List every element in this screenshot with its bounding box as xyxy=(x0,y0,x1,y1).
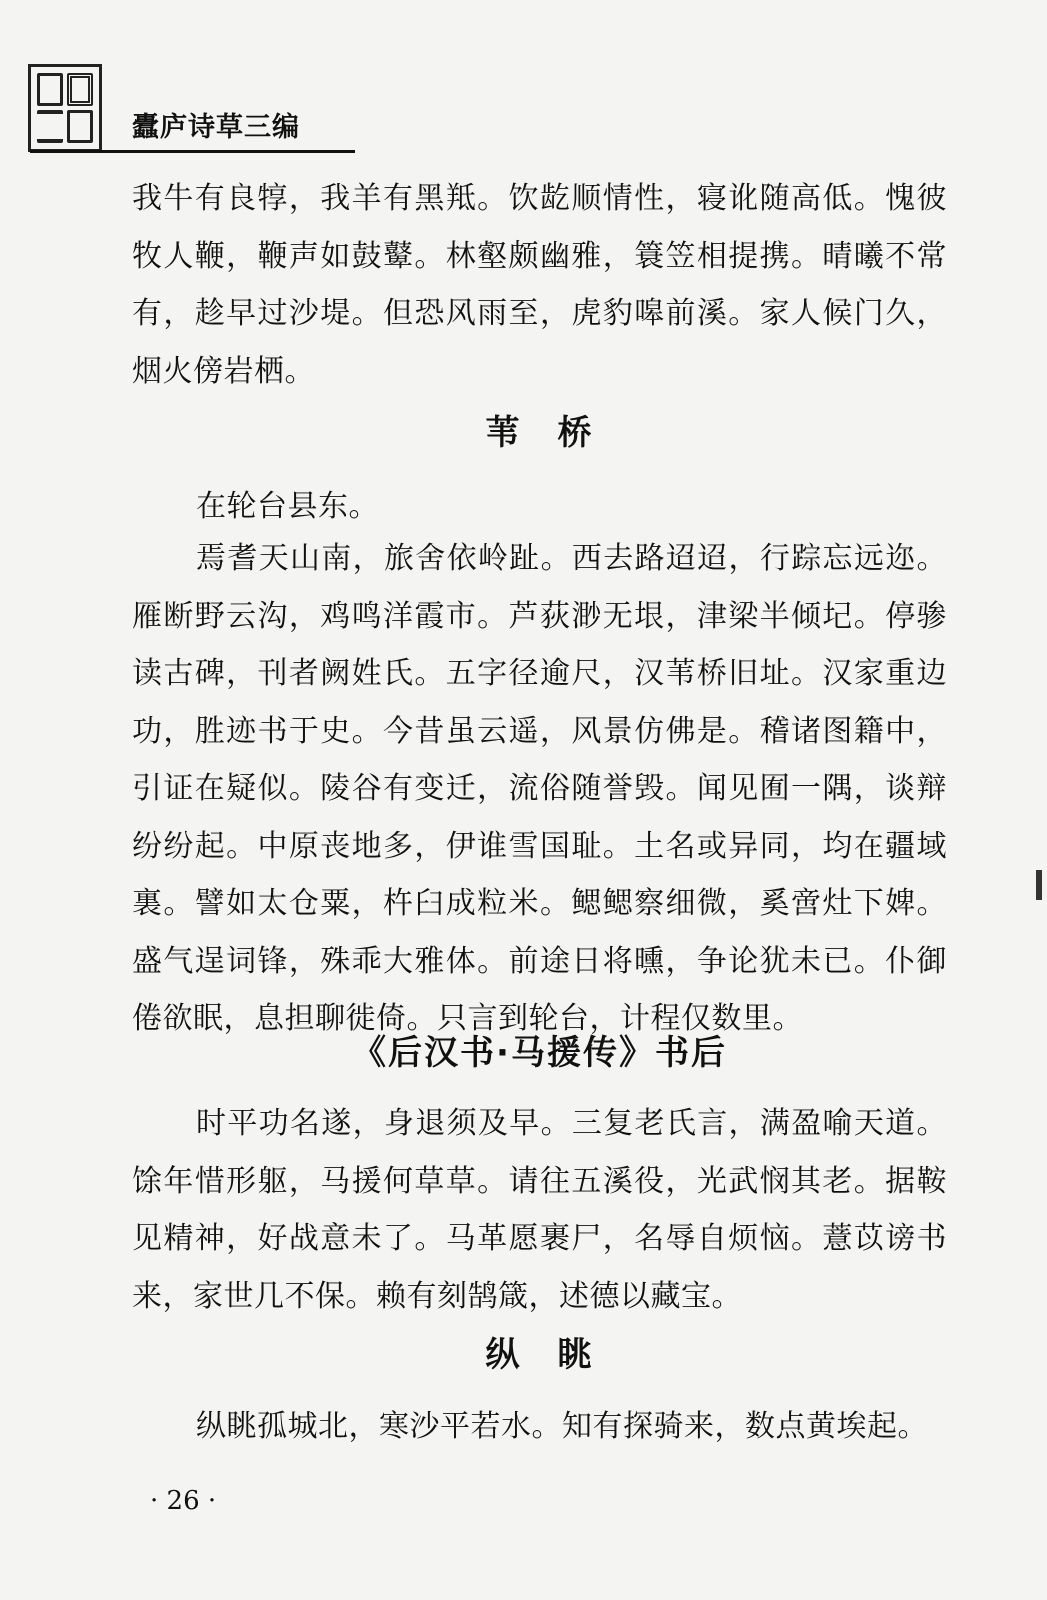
poem-note-weiqiao: 在轮台县东。 xyxy=(196,489,379,524)
seal-stamp-icon xyxy=(28,64,102,152)
poem-text-zongtiao: 纵眺孤城北，寒沙平若水。知有探骑来，数点黄埃起。 xyxy=(196,1409,928,1444)
poem-title-mayuan: 《后汉书·马援传》书后 xyxy=(352,1033,727,1073)
header-rule xyxy=(30,150,355,153)
poem-text-weiqiao: 焉耆天山南，旅舍依岭趾。西去路迢迢，行踪忘远迩。雁断野云沟，鸡鸣洋霞市。芦荻渺无垠，津梁半倾圮。停骖读古碑，刊者阙姓氏。五字径逾尺，汉苇桥旧址。汉家重边功，胜迹书于史。今昔虽云遥，风景仿佛是。稽诸图籍中，引证在疑似。陵谷有变迁，流俗随誉毁。闻见囿一隅，谈辩纷纷起。中原丧地多，伊谁雪国耻。土名或异同，均在疆域裏。譬如太仓粟，杵臼成粒米。鳃鳃察细微，奚啻灶下婢。盛气逞词锋，殊乖大雅体。前途日将曛，争论犹未已。仆御倦欲眠，息担聊徙倚。只言到轮台，计程仅数里。 xyxy=(132,541,947,1036)
poem-text-mayuan: 时平功名遂，身退须及早。三复老氏言，满盈喻天道。馀年惜形躯，马援何草草。请往五溪役，光武悯其老。据鞍见精神，好战意未了。马革愿裹尸，名辱自烦恼。薏苡谤书来，家世几不保。赖有刻鹄箴，述德以藏宝。 xyxy=(132,1106,947,1314)
poem-prev-text: 我牛有良犉，我羊有黑羝。饮龁顺情性，寝讹随高低。愧彼牧人鞭，鞭声如鼓鼙。林壑颇幽雅，簑笠相提携。晴曦不常有，趁早过沙堤。但恐风雨至，虎豹嗥前溪。家人候门久，烟火傍岩栖。 xyxy=(132,181,947,389)
scan-edge-mark xyxy=(1036,870,1042,900)
poem-title-weiqiao: 苇 桥 xyxy=(485,413,594,453)
page-number: · 26 · xyxy=(150,1486,217,1516)
running-title: 蠹庐诗草三编 xyxy=(132,112,300,143)
poem-title-zongtiao: 纵 眺 xyxy=(485,1335,594,1375)
